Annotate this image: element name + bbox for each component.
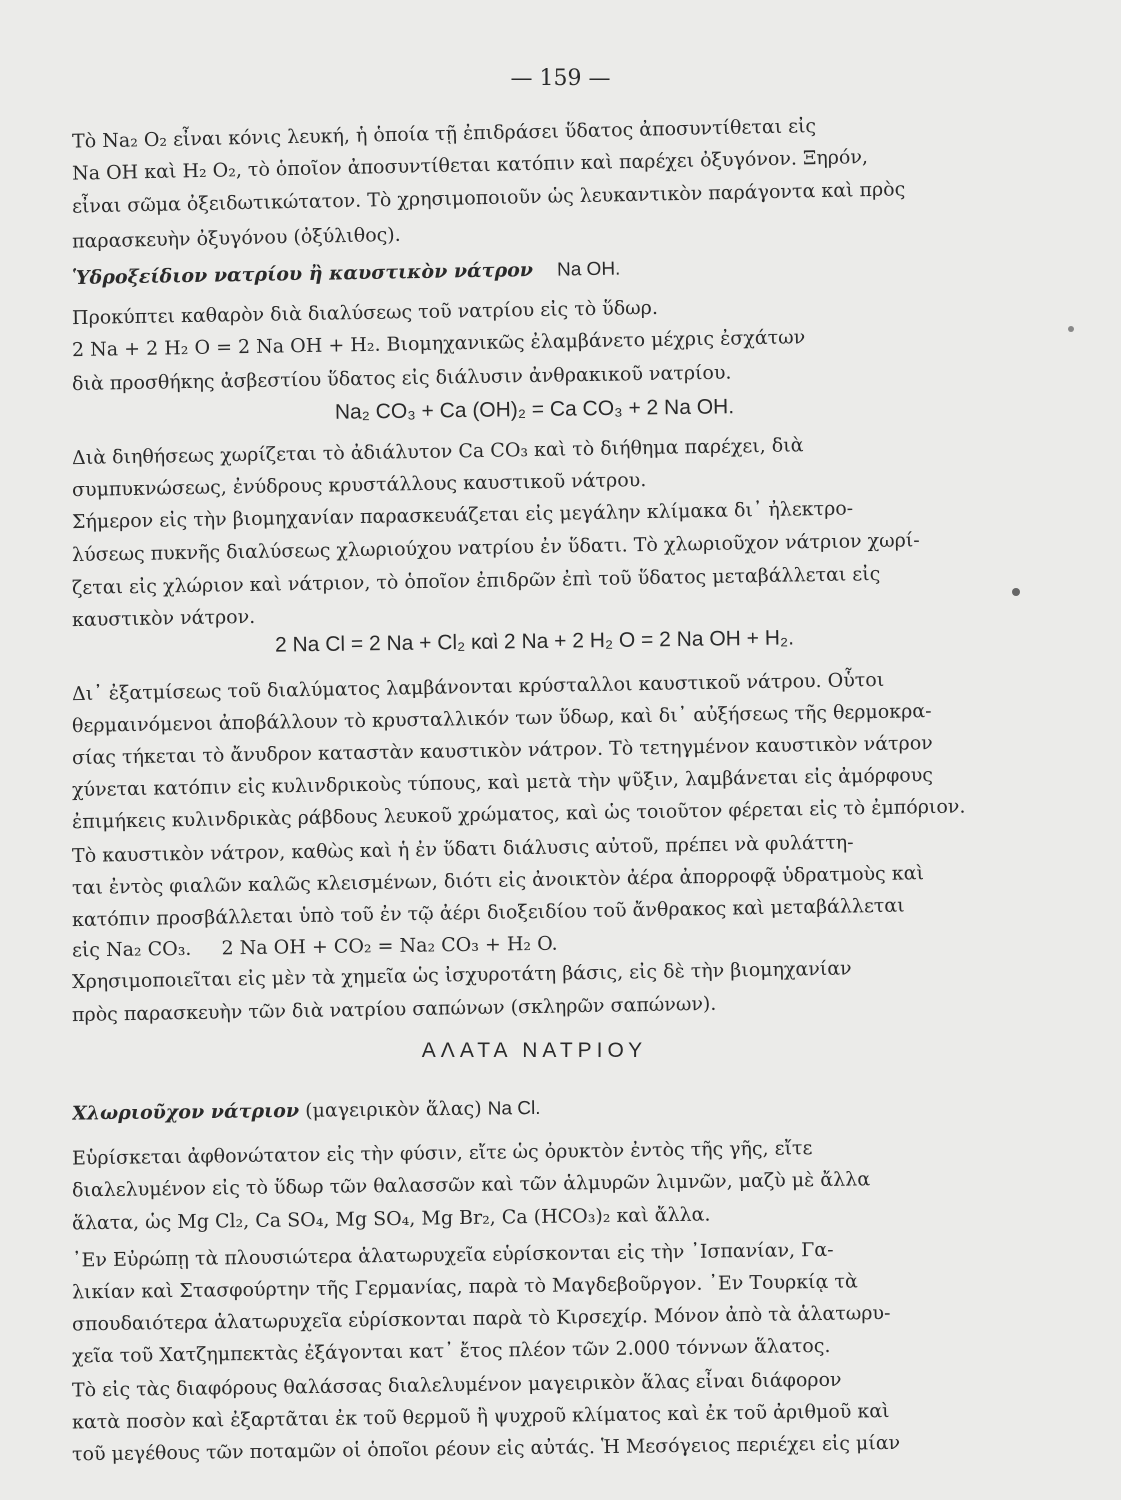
text-line: λικίαν καὶ Στασφούρτην τῆς Γερμανίας, παρὰ τὸ Μαγδεβοῦργον. ᾽Εν Τουρκίᾳ τὰ	[71, 1270, 858, 1304]
text-line: Τὸ εἰς τὰς διαφόρους θαλάσσας διαλελυμένον μαγειρικὸν ἅλας εἶναι διάφορον	[71, 1368, 842, 1402]
text-line: Διὰ διηθήσεως χωρίζεται τὸ ἀδιάλυτον Ca CO₃ καὶ τὸ διήθημα παρέχει, διὰ	[71, 434, 804, 470]
equation: 2 Na Cl = 2 Na + Cl₂ καὶ 2 Na + 2 H₂ O = 2 Na OH + H₂.	[274, 626, 795, 657]
text-line: ᾽Εν Εὐρώπῃ τὰ πλουσιώτερα ἁλατωρυχεῖα εὑρίσκονται εἰς τὴν ᾽Ισπανίαν, Γα-	[71, 1238, 834, 1272]
text-line: Τὸ καυστικὸν νάτρον, καθὼς καὶ ἡ ἐν ὕδατι διάλυσις αὐτοῦ, πρέπει νὰ φυλάττη-	[71, 831, 854, 868]
text-line: συμπυκνώσεως, ἐνύδρους κρυστάλλους καυστικοῦ νάτρου.	[71, 469, 647, 502]
text-line: ται ἐντὸς φιαλῶν καλῶς κλεισμένων, διότι εἰς ἀνοικτὸν ἀέρα ἀπορροφᾷ ὑδρατμοὺς καὶ	[71, 862, 925, 900]
equation: Na₂ CO₃ + Ca (OH)₂ = Ca CO₃ + 2 Na OH.	[334, 395, 735, 424]
section-title: Ὑδροξείδιον νατρίου ἢ καυστικὸν νάτρον	[71, 259, 534, 290]
section-heading-sodium-hydroxide	[72, 248, 997, 293]
text-line: εἶναι σῶμα ὀξειδωτικώτατον. Τὸ χρησιμοποιοῦν ὡς λευκαντικὸν παράγοντα καὶ πρὸς	[71, 178, 906, 218]
text-line: παρασκευὴν ὀξυγόνου (ὀξύλιθος).	[71, 223, 401, 253]
text-line: σπουδαιότερα ἁλατωρυχεῖα εὑρίσκονται παρὰ τὸ Κιρσεχίρ. Μόνον ἀπὸ τὰ ἁλατωρυ-	[71, 1302, 891, 1336]
section-formula: Na OH.	[556, 258, 621, 281]
section-subtitle: (μαγειρικὸν ἅλας)	[305, 1097, 482, 1122]
text-line: Εὑρίσκεται ἀφθονώτατον εἰς τὴν φύσιν, εἴτε ὡς ὀρυκτὸν ἐντὸς τῆς γῆς, εἴτε	[71, 1137, 813, 1170]
text-line: εἰς Na₂ CO₃. 2 Na OH + CO₂ = Na₂ CO₃ + H₂ O.	[71, 932, 558, 962]
text-line: Na OH καὶ H₂ O₂, τὸ ὁποῖον ἀποσυντίθεται κατόπιν καὶ παρέχει ὀξυγόνον. Ξηρόν,	[71, 146, 869, 185]
text-line: ἅλατα, ὡς Mg Cl₂, Ca SO₄, Mg SO₄, Mg Br₂, Ca (HCO₃)₂ καὶ ἄλλα.	[71, 1203, 711, 1235]
text-line: Προκύπτει καθαρὸν διὰ διαλύσεως τοῦ νατρίου εἰς τὸ ὕδωρ.	[71, 296, 659, 330]
page-number: — 159 —	[510, 66, 611, 91]
text-line: θερμαινόμενοι ἀποβάλλουν τὸ κρυσταλλικόν των ὕδωρ, καὶ δι᾽ αὐξήσεως τῆς θερμοκρα-	[71, 700, 932, 738]
text-line: διὰ προσθήκης ἀσβεστίου ὕδατος εἰς διάλυσιν ἀνθρακικοῦ νατρίου.	[71, 361, 732, 396]
text-line: διαλελυμένον εἰς τὸ ὕδωρ τῶν θαλασσῶν καὶ τῶν ἁλμυρῶν λιμνῶν, μαζὺ μὲ ἄλλα	[71, 1168, 871, 1202]
ink-spot	[1068, 326, 1074, 332]
section-formula: Na Cl.	[487, 1097, 541, 1120]
text-line: Χρησιμοποιεῖται εἰς μὲν τὰ χημεῖα ὡς ἰσχυροτάτη βάσις, εἰς δὲ τὴν βιομηχανίαν	[71, 957, 852, 994]
text-line: ζεται εἰς χλώριον καὶ νάτριον, τὸ ὁποῖον ἐπιδρῶν ἐπὶ τοῦ ὕδατος μεταβάλλεται εἰς	[71, 562, 881, 600]
text-line: κατὰ ποσὸν καὶ ἐξαρτᾶται ἐκ τοῦ θερμοῦ ἢ ψυχροῦ κλίματος καὶ ἐκ τοῦ ἀριθμοῦ καὶ	[71, 1400, 890, 1434]
chapter-heading: ΑΛΑΤΑ ΝΑΤΡΙΟΥ	[421, 1039, 648, 1062]
text-line: Σήμερον εἰς τὴν βιομηχανίαν παρασκευάζεται εἰς μεγάλην κλίμακα δι᾽ ἠλεκτρο-	[71, 497, 854, 534]
ink-spot	[1012, 588, 1020, 596]
text-line: λύσεως πυκνῆς διαλύσεως χλωριούχου νατρίου ἐν ὕδατι. Τὸ χλωριοῦχον νάτριον χωρί-	[71, 529, 920, 567]
text-line: κατόπιν προσβάλλεται ὑπὸ τοῦ ἐν τῷ ἀέρι διοξειδίου τοῦ ἄνθρακος καὶ μεταβάλλεται	[71, 894, 905, 932]
section-heading-sodium-chloride	[72, 1088, 997, 1128]
text-line: χύνεται κατόπιν εἰς κυλινδρικοὺς τύπους, καὶ μετὰ τὴν ψῦξιν, λαμβάνεται εἰς ἀμόρφους	[71, 764, 934, 802]
text-line: τοῦ μεγέθους τῶν ποταμῶν οἱ ὁποῖοι ρέουν εἰς αὐτάς. Ἡ Μεσόγειος περιέχει εἰς μίαν	[71, 1431, 901, 1466]
text-line: 2 Na + 2 H₂ O = 2 Na OH + H₂. Βιομηχανικῶς ἐλαμβάνετο μέχρις ἐσχάτων	[71, 326, 806, 362]
text-line: πρὸς παρασκευὴν τῶν διὰ νατρίου σαπώνων (σκληρῶν σαπώνων).	[71, 992, 717, 1027]
text-line: σίας τήκεται τὸ ἄνυδρον καταστὰν καυστικὸν νάτρον. Τὸ τετηγμένον καυστικὸν νάτρον	[71, 732, 933, 770]
text-line: Τὸ Na₂ O₂ εἶναι κόνις λευκή, ἡ ὁποία τῇ ἐπιδράσει ὕδατος ἀποσυντίθεται εἰς	[71, 115, 817, 153]
text-line: Δι᾽ ἐξατμίσεως τοῦ διαλύματος λαμβάνονται κρύσταλλοι καυστικοῦ νάτρου. Οὗτοι	[71, 668, 885, 706]
text-line: καυστικὸν νάτρον.	[71, 605, 256, 632]
text-line: ἐπιμήκεις κυλινδρικὰς ράβδους λευκοῦ χρώματος, καὶ ὡς τοιοῦτον φέρεται εἰς τὸ ἐμπόριον.	[71, 795, 966, 834]
section-title: Χλωριοῦχον νάτριον	[71, 1099, 300, 1125]
text-line: χεῖα τοῦ Χατζημπεκτὰς ἐξάγονται κατ᾽ ἔτος πλέον τῶν 2.000 τόννων ἅλατος.	[71, 1334, 831, 1368]
